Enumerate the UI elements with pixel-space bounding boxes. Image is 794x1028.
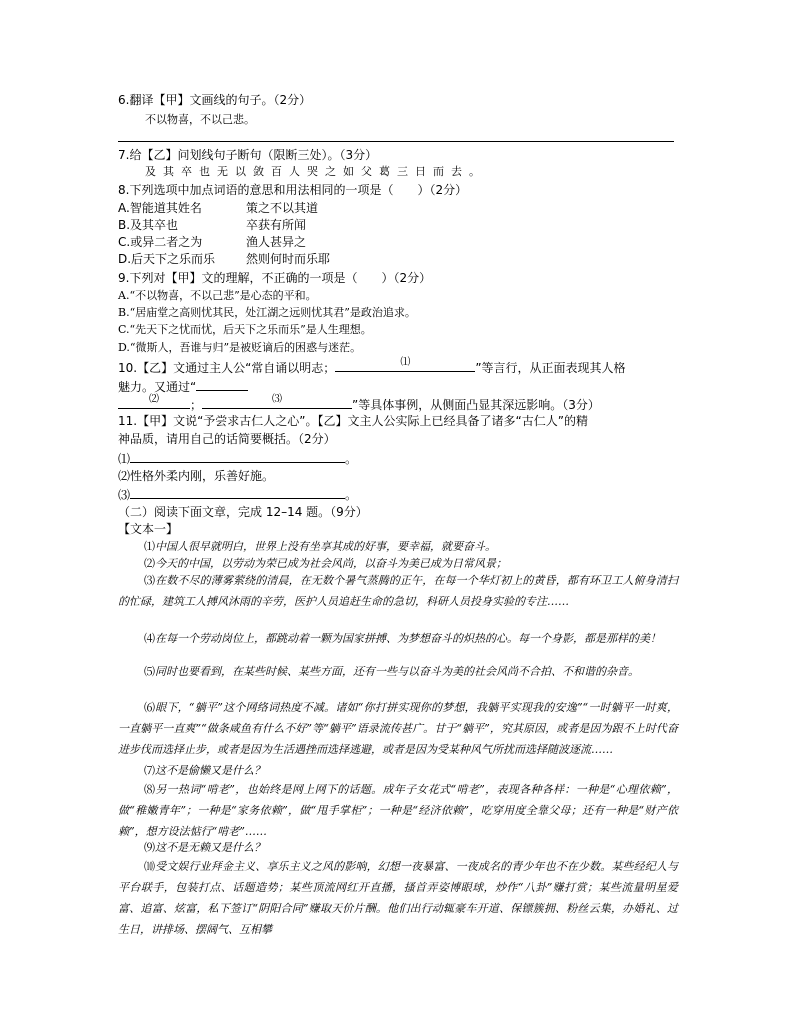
question-8-option xyxy=(118,200,318,216)
question-10-text: ； xyxy=(190,398,203,412)
question-8-option xyxy=(118,251,330,267)
paragraph xyxy=(118,697,678,760)
question-8-option xyxy=(118,217,306,233)
question-9-option: A.“不以物喜，不以己悲”是心态的平和。 xyxy=(118,289,317,302)
answer-end: 。 xyxy=(345,452,358,466)
paragraph-text: 这不是偷懒又是什么？ xyxy=(155,764,265,777)
answer-blank-2a[interactable] xyxy=(196,378,248,391)
answer-number: ⑴ xyxy=(118,452,131,466)
paragraph-number: ⑸ xyxy=(144,665,155,678)
question-11-line2: 神品质，请用自己的话简要概括。（2分） xyxy=(118,432,336,446)
answer-blank-2[interactable] xyxy=(118,396,190,409)
paragraph-text: 今天的中国，以劳动为荣已成为社会风尚，以奋斗为美已成为日常风景； xyxy=(155,557,507,570)
paragraph-number: ⑺ xyxy=(144,764,155,777)
question-10-line3 xyxy=(118,396,600,413)
question-9-option: B.“居庙堂之高则忧其民，处江湖之远则忧其君”是政治追求。 xyxy=(118,306,416,319)
text-label: 【文本一】 xyxy=(118,522,179,536)
question-8-stem: 8.下列选项中加点词语的意思和用法相同的一项是（ ）（2分） xyxy=(118,183,468,197)
paragraph-number: ⑻ xyxy=(144,783,156,796)
answer-line xyxy=(118,141,674,142)
question-9-option: C.“先天下之忧而忧，后天下之乐而乐”是人生理想。 xyxy=(118,323,372,336)
option-right: 渔人甚异之 xyxy=(246,235,307,249)
section-heading: （二）阅读下面文章，完成 12–14 题。（9分） xyxy=(118,505,368,519)
question-9-stem: 9.下列对【甲】文的理解，不正确的一项是（ ）（2分） xyxy=(118,271,432,285)
question-7-text: 及其卒也无以敛百人哭之如父葛三日而去。 xyxy=(145,165,487,178)
paragraph-text: 在每一个劳动岗位上，都跳动着一颗为国家拼搏、为梦想奋斗的炽热的心。每一个身影，都是那样的美！ xyxy=(155,632,661,645)
question-11-answer-2: ⑵性格外柔内刚，乐善好施。 xyxy=(118,469,275,483)
option-right: 然则何时而乐耶 xyxy=(246,252,331,266)
paragraph-text: 眼下，“躺平”这个网络词热度不减。诸如“你打拼实现你的梦想，我躺平实现我的安逸”“一时躺平一时爽，一直躺平一直爽”“做条咸鱼有什么不好”等“躺平”语录流传甚广。甘于“躺平”，究其原因，或者是因为跟不上时代奋进步伐而选择止步，或者是因为生活遇挫而选择逃避，或者是因为受某种风气所扰而选择随波逐流…… xyxy=(118,701,678,756)
question-10-text: ”等言行，从正面表现其人格 xyxy=(475,361,626,375)
option-left: A.智能道其姓名 xyxy=(118,201,202,215)
paragraph-text: 中国人很早就明白，世界上没有坐享其成的好事，要幸福，就要奋斗。 xyxy=(155,540,496,553)
paragraph-number: ⑽ xyxy=(144,860,156,873)
paragraph xyxy=(118,760,678,781)
answer-blank-1[interactable] xyxy=(335,359,475,372)
paragraph-number: ⑹ xyxy=(144,701,156,714)
blank-number: ⑵ xyxy=(149,394,159,405)
answer-end: 。 xyxy=(345,488,358,502)
option-left: C.或异二者之为 xyxy=(118,235,203,249)
question-9-option: D.“微斯人，吾谁与归”是被贬谪后的困惑与迷茫。 xyxy=(118,341,362,354)
paragraph xyxy=(118,856,678,940)
option-left: B.及其卒也 xyxy=(118,218,179,232)
answer-number: ⑶ xyxy=(118,488,131,502)
question-6-stem: 6.翻译【甲】文画线的句子。（2分） xyxy=(118,93,312,107)
paragraph xyxy=(118,570,678,612)
blank-number: ⑴ xyxy=(400,357,411,368)
paragraph-text: 同时也要看到，在某些时候、某些方面，还有一些与以奋斗为美的社会风尚不合拍、不和谐的杂音。 xyxy=(155,665,639,678)
question-11-answer-1 xyxy=(118,450,357,467)
question-10-text: 10.【乙】文通过主人公“常自诵以明志； xyxy=(118,361,336,375)
question-10-line2 xyxy=(118,378,248,395)
paragraph-text: 这不是无赖又是什么？ xyxy=(155,841,265,854)
question-8-option xyxy=(118,234,306,250)
paragraph-text: 在数不尽的薄雾萦绕的清晨，在无数个暑气蒸腾的正午，在每一个华灯初上的黄昏，都有环卫工人俯身清扫的忙碌，建筑工人搏风沐雨的辛劳，医护人员追赶生命的急切，科研人员投身实验的专注…… xyxy=(118,574,679,608)
question-10-text: ”等具体事例，从侧面凸显其深远影响。（3分） xyxy=(352,398,600,412)
paragraph-number: ⑶ xyxy=(144,574,156,587)
paragraph-text: 另一热词“啃老”，也始终是网上网下的话题。成年子女花式“啃老”，表现各种各样：一种是“心理依赖”，做“稚嫩青年”；一种是“家务依赖”，做“甩手掌柜”；一种是“经济依赖”，吃穿用度全靠父母；还有一种是“财产依赖”，想方设法惦行“啃老”…… xyxy=(118,783,679,838)
answer-blank-3[interactable] xyxy=(202,396,352,409)
paragraph-number: ⑼ xyxy=(144,841,155,854)
paragraph-number: ⑵ xyxy=(144,557,155,570)
question-6-answer: 不以物喜，不以己悲。 xyxy=(145,113,255,126)
blank-number: ⑶ xyxy=(272,394,283,405)
question-10-text: 魅力。又通过“ xyxy=(118,380,197,394)
answer-blank[interactable] xyxy=(130,486,345,499)
paragraph-number: ⑷ xyxy=(144,632,155,645)
paragraph xyxy=(118,628,678,649)
question-7-stem: 7.给【乙】问划线句子断句（限断三处）。（3分） xyxy=(118,148,378,162)
option-right: 策之不以其道 xyxy=(246,201,319,215)
option-right: 卒获有所闻 xyxy=(246,218,307,232)
paragraph xyxy=(118,661,678,682)
paragraph xyxy=(118,779,678,842)
option-left: D.后天下之乐而乐 xyxy=(118,252,216,266)
paragraph xyxy=(118,837,678,858)
question-11-line1: 11.【甲】文说“予尝求古仁人之心”。【乙】文主人公实际上已经具备了诸多“古仁人”的精 xyxy=(118,414,588,428)
answer-blank[interactable] xyxy=(130,450,345,463)
paragraph-text: 受文娱行业拜金主义、享乐主义之风的影响，幻想一夜暴富、一夜成名的青少年也不在少数。某些经纪人与平台联手，包装打点、话题造势；某些顶流网红开直播，搔首弄姿博眼球，炒作“八卦”赚打赏；某些流量明星爱富、追富、炫富，私下签订“阴阳合同”赚取天价片酬。他们出行动辄豪车开道、保镖簇拥、粉丝云集，办婚礼、过生日，讲排场、摆阔气、互相攀 xyxy=(118,860,679,936)
question-10-line1 xyxy=(118,359,626,376)
question-11-answer-3 xyxy=(118,486,357,503)
paragraph-number: ⑴ xyxy=(144,540,155,553)
